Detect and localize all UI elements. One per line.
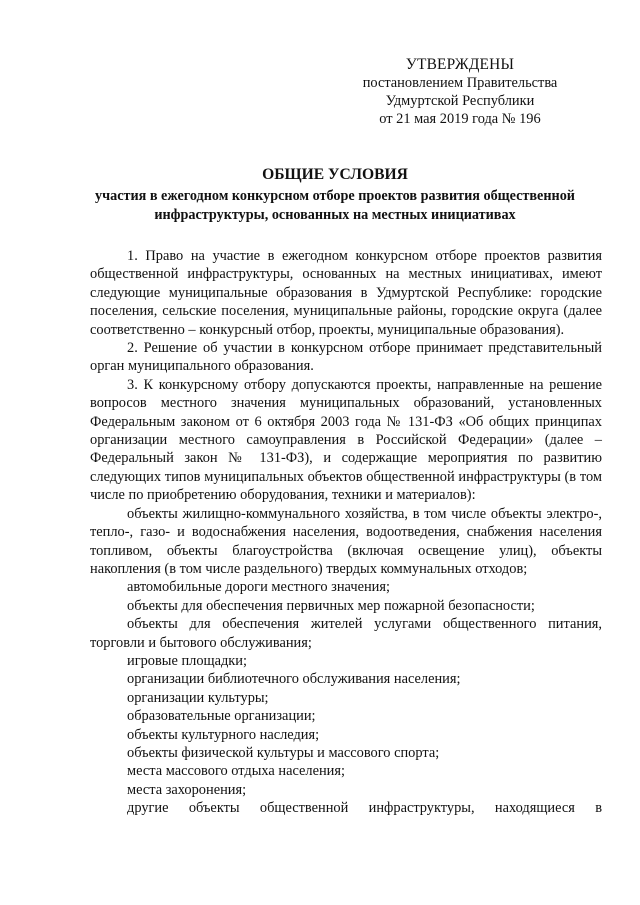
paragraph-2: 2. Решение об участии в конкурсном отборе принимает представительный орган муниципального образования. xyxy=(90,340,602,375)
list-item-education: образовательные организации; xyxy=(127,708,316,725)
document-title: ОБЩИЕ УСЛОВИЯ xyxy=(262,166,408,183)
list-item-sport: объекты физической культуры и массового спорта; xyxy=(127,744,440,761)
list-item-culture: организации культуры; xyxy=(127,689,269,706)
list-item-libraries: организации библиотечного обслуживания населения; xyxy=(127,671,461,688)
list-item-burial: места захоронения; xyxy=(127,781,247,798)
paragraph-1: 1. Право на участие в ежегодном конкурсном отборе проектов развития общественной инфраструктуры, основанных на местных инициативах, имеют следующие муниципальные образования в Удмуртской Республике: городские поселения, сельские поселения, муниципальные районы, городские округа (далее соответственно – конкурсный отбор, проекты, муниципальные образования). xyxy=(90,248,602,338)
list-item-playgrounds: игровые площадки; xyxy=(127,652,248,669)
paragraph-3: 3. К конкурсному отбору допускаются проекты, направленные на решение вопросов местного значения муниципальных образований, установленных Федеральным законом от 6 октября 2003 года № 131-ФЗ «Об общих принципах организации местного самоуправления в Российской Федерации» (далее – Федеральный закон № 131-ФЗ), и содержащие мероприятия по развитию следующих типов муниципальных объектов общественной инфраструктуры (в том числе по приобретению оборудования, техники и материалов): xyxy=(90,376,602,504)
document-heading xyxy=(70,165,600,224)
list-item-heritage: объекты культурного наследия; xyxy=(127,726,320,743)
list-item-roads: автомобильные дороги местного значения; xyxy=(127,579,390,596)
approval-line-2: Удмуртской Республики xyxy=(385,93,535,109)
approval-stamp xyxy=(360,56,560,128)
approval-line-3: от 21 мая 2019 года № 196 xyxy=(379,111,541,127)
document-subtitle: участия в ежегодном конкурсном отборе проектов развития общественной инфраструктуры, основанных на местных инициативах xyxy=(95,188,575,223)
list-item-fire-safety: объекты для обеспечения первичных мер пожарной безопасности; xyxy=(127,597,535,614)
document-body xyxy=(90,247,602,818)
list-item-other: другие объекты общественной инфраструктуры, находящиеся в xyxy=(127,800,602,817)
approval-line-1: постановлением Правительства xyxy=(362,75,558,91)
list-item-housing-utilities: объекты жилищно-коммунального хозяйства, в том числе объекты электро-, тепло-, газо- и водоснабжения населения, водоотведения, снабжения населения топливом, объекты благоустройства (включая освещение улиц), объекты накопления (в том числе раздельного) твердых коммунальных отходов; xyxy=(90,505,602,577)
list-item-recreation: места массового отдыха населения; xyxy=(127,763,345,780)
approval-title: УТВЕРЖДЕНЫ xyxy=(405,56,515,73)
list-item-catering-trade: объекты для обеспечения жителей услугами общественного питания, торговли и бытового обслуживания; xyxy=(90,616,602,651)
